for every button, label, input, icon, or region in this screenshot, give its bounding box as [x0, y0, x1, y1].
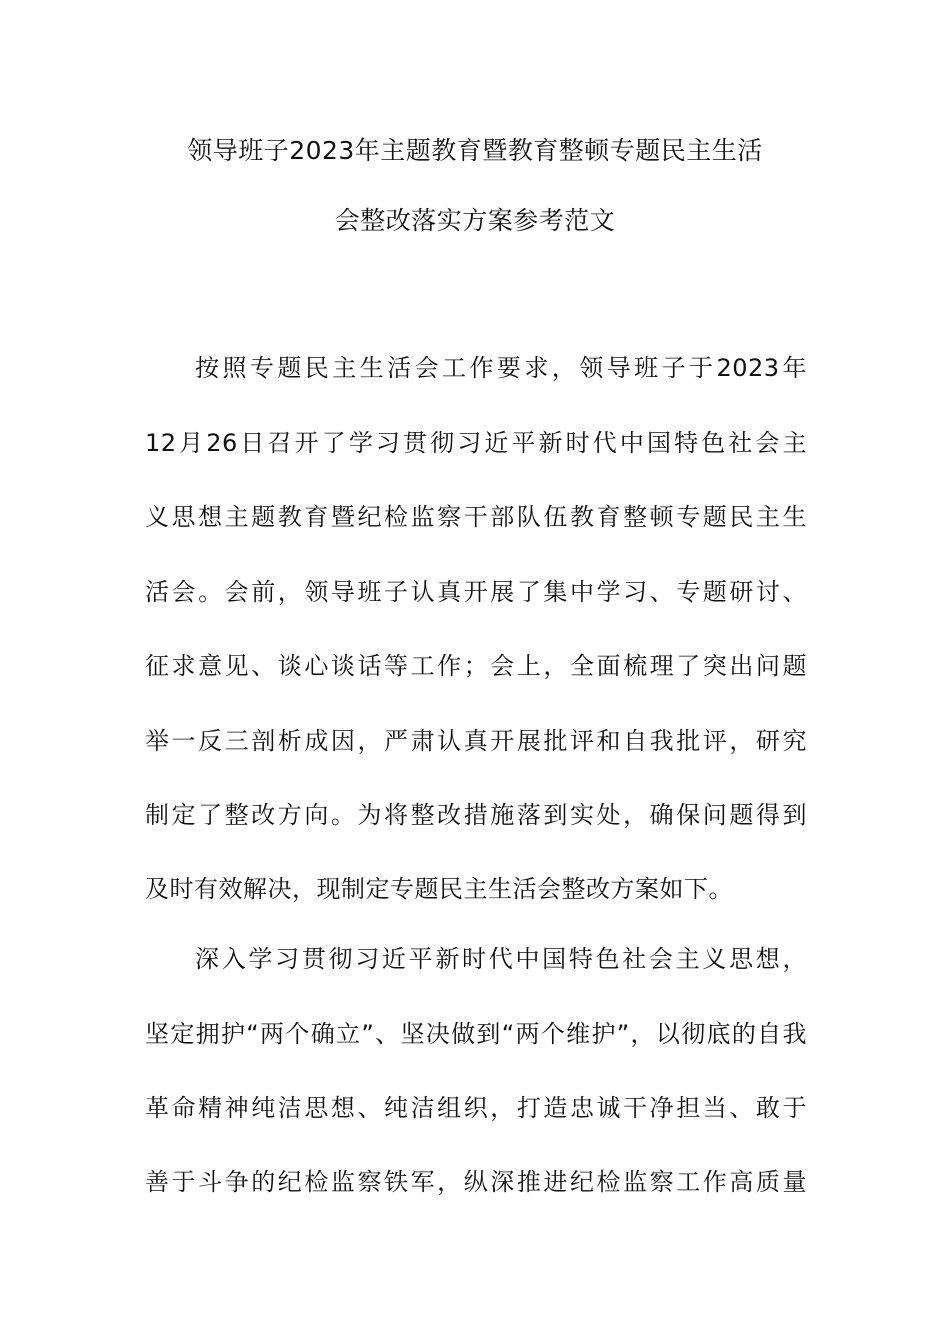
- paragraph-2-line: 革命精神纯洁思想、纯洁组织，打造忠诚干净担当、敢于: [145, 1094, 807, 1122]
- paragraph-1-line: 征求意见、谈心谈话等工作；会上，全面梳理了突出问题: [145, 652, 807, 680]
- paragraph-1-line: 义思想主题教育暨纪检监察干部队伍教育整顿专题民主生: [145, 503, 807, 531]
- paragraph-1-line: 按照专题民主生活会工作要求，领导班子于2023年: [195, 354, 807, 382]
- paragraph-1-line: 活会。会前，领导班子认真开展了集中学习、专题研讨、: [145, 578, 807, 606]
- paragraph-2-line: 深入学习贯彻习近平新时代中国特色社会主义思想，: [195, 945, 807, 973]
- paragraph-2-line: 坚定拥护“两个确立”、坚决做到“两个维护”，以彻底的自我: [145, 1020, 807, 1048]
- document-title-line-1: 领导班子2023年主题教育暨教育整顿专题民主生活: [187, 136, 763, 165]
- paragraph-1-line: 制定了整改方向。为将整改措施落到实处，确保问题得到: [145, 801, 807, 829]
- paragraph-1-line: 12月26日召开了学习贯彻习近平新时代中国特色社会主: [145, 429, 807, 457]
- paragraph-1-line: 及时有效解决，现制定专题民主生活会整改方案如下。: [145, 875, 733, 903]
- paragraph-1-line: 举一反三剖析成因，严肃认真开展批评和自我批评，研究: [145, 727, 807, 755]
- paragraph-2-line: 善于斗争的纪检监察铁军，纵深推进纪检监察工作高质量: [145, 1168, 807, 1196]
- document-title-line-2: 会整改落实方案参考范文: [334, 206, 616, 235]
